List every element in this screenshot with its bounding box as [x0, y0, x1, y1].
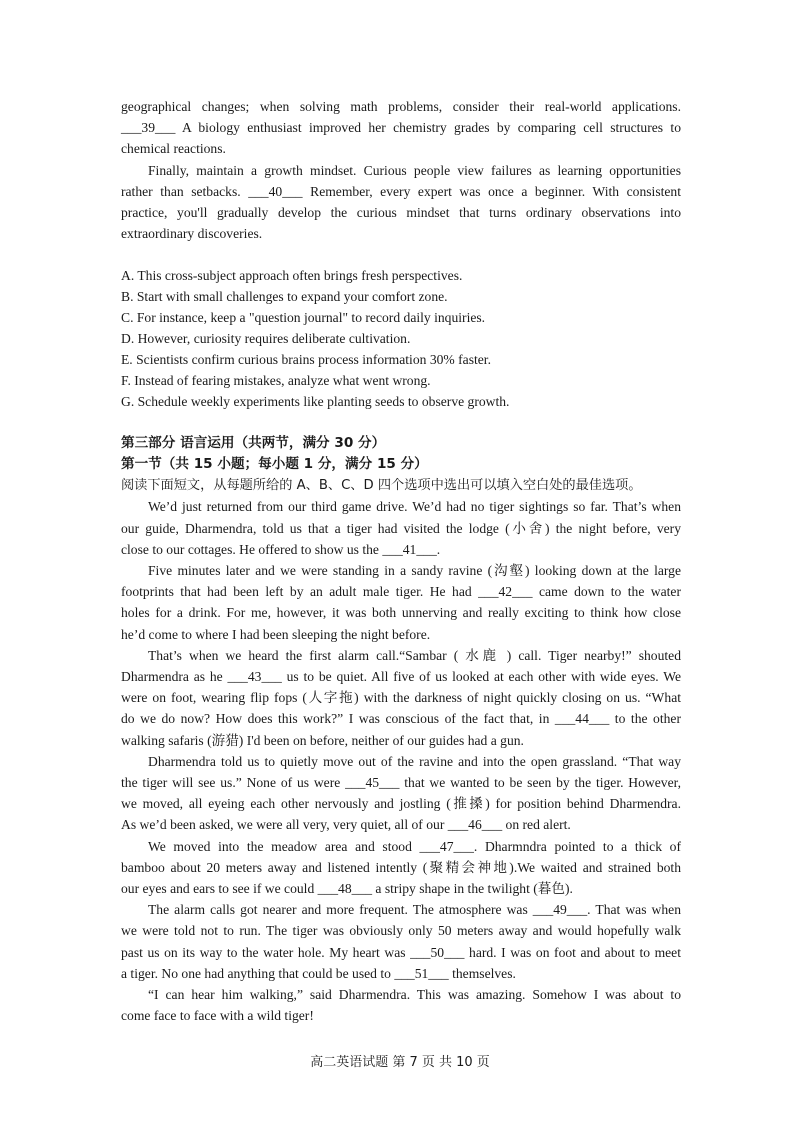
section1-heading: 第一节（共 15 小题；每小题 1 分，满分 15 分） — [121, 456, 428, 472]
cloze-line: The alarm calls got nearer and more frequent. The atmosphere was ___49___. That was when — [148, 902, 681, 917]
cloze-line: We’d just returned from our third game drive. We’d had no tiger sightings so far. That’s when — [148, 499, 681, 514]
part3-heading: 第三部分 语言运用（共两节，满分 30 分） — [121, 435, 386, 451]
cloze-line: he’d come to where I had been sleeping the night before. — [121, 627, 431, 642]
cloze-line: footprints that had been left by an adult male tiger. He had ___42___ came down to the water — [121, 584, 681, 599]
cloze-line: Five minutes later and we were standing in a sandy ravine (沟壑) looking down at the large — [148, 563, 681, 578]
cloze-line: were on foot, wearing flip fops (人字拖) with the darkness of night quickly closing on us. “What — [121, 690, 681, 705]
passage-line: rather than setbacks. ___40___ Remember, every expert was once a beginner. With consistent — [121, 184, 681, 199]
cloze-line: we were told not to run. The tiger was obviously only 50 meters away and would hopefully walk — [121, 923, 681, 938]
passage-line: Finally, maintain a growth mindset. Curious people view failures as learning opportunities — [148, 163, 681, 178]
passage-line: practice, you'll gradually develop the curious mindset that turns ordinary observations into — [121, 205, 681, 220]
cloze-line: Dharmendra as he ___43___ us to be quiet. All five of us looked at each other with wide eyes. We — [121, 669, 681, 684]
cloze-line: “I can hear him walking,” said Dharmendra. This was amazing. Somehow I was about to — [148, 987, 681, 1002]
cloze-line: our guide, Dharmendra, told us that a tiger had visited the lodge (小舍) the night before, very — [121, 521, 681, 536]
option-c: C. For instance, keep a "question journal" to record daily inquiries. — [121, 310, 486, 325]
cloze-line: We moved into the meadow area and stood ___47___. Dharmndra pointed to a thick of — [148, 839, 681, 854]
passage-line: chemical reactions. — [121, 141, 226, 156]
cloze-line: come face to face with a wild tiger! — [121, 1008, 314, 1023]
option-d: D. However, curiosity requires deliberate cultivation. — [121, 331, 411, 346]
passage-line: geographical changes; when solving math problems, consider their real-world applications. — [121, 99, 681, 114]
option-e: E. Scientists confirm curious brains process information 30% faster. — [121, 352, 491, 367]
cloze-line: That’s when we heard the first alarm call.“Sambar ( 水鹿 ) call. Tiger nearby!” shouted — [148, 648, 681, 663]
option-f: F. Instead of fearing mistakes, analyze what went wrong. — [121, 373, 431, 388]
page-footer: 高二英语试题 第 7 页 共 10 页 — [310, 1055, 490, 1070]
cloze-line: close to our cottages. He offered to show us the ___41___. — [121, 542, 441, 557]
cloze-line: a tiger. No one had anything that could be used to ___51___ themselves. — [121, 966, 516, 981]
option-b: B. Start with small challenges to expand your comfort zone. — [121, 289, 448, 304]
cloze-line: past us on its way to the water hole. My heart was ___50___ hard. I was on foot and about to meet — [121, 945, 681, 960]
instruction: 阅读下面短文，从每题所给的 A、B、C、D 四个选项中选出可以填入空白处的最佳选项。 — [121, 478, 642, 493]
cloze-line: walking safaris (游猎) I'd been on before, neither of our guides had a gun. — [121, 733, 524, 748]
cloze-line: holes for a drink. For me, however, it was both unnerving and really exciting to think how close — [121, 605, 681, 620]
option-g: G. Schedule weekly experiments like planting seeds to observe growth. — [121, 394, 510, 409]
passage-line: extraordinary discoveries. — [121, 226, 263, 241]
option-a: A. This cross-subject approach often brings fresh perspectives. — [121, 268, 463, 283]
cloze-line: do we do now? How does this work?” I was conscious of the fact that, in ___44___ to the other — [121, 711, 681, 726]
cloze-line: our eyes and ears to see if we could ___48___ a stripy shape in the twilight (暮色). — [121, 881, 573, 896]
cloze-line: we moved, all eyeing each other nervously and jostling (推搡) for position behind Dharmendra. — [121, 796, 681, 811]
cloze-line: bamboo about 20 meters away and listened intently (聚精会神地).We waited and strained both — [121, 860, 681, 875]
passage-line: ___39___ A biology enthusiast improved her chemistry grades by comparing cell structures to — [121, 120, 681, 135]
cloze-line: Dharmendra told us to quietly move out of the ravine and into the open grassland. “That way — [148, 754, 681, 769]
cloze-line: the tiger will see us.” None of us were ___45___ that we wanted to be seen by the tiger. However, — [121, 775, 681, 790]
cloze-line: As we’d been asked, we were all very, very quiet, all of our ___46___ on red alert. — [121, 817, 571, 832]
